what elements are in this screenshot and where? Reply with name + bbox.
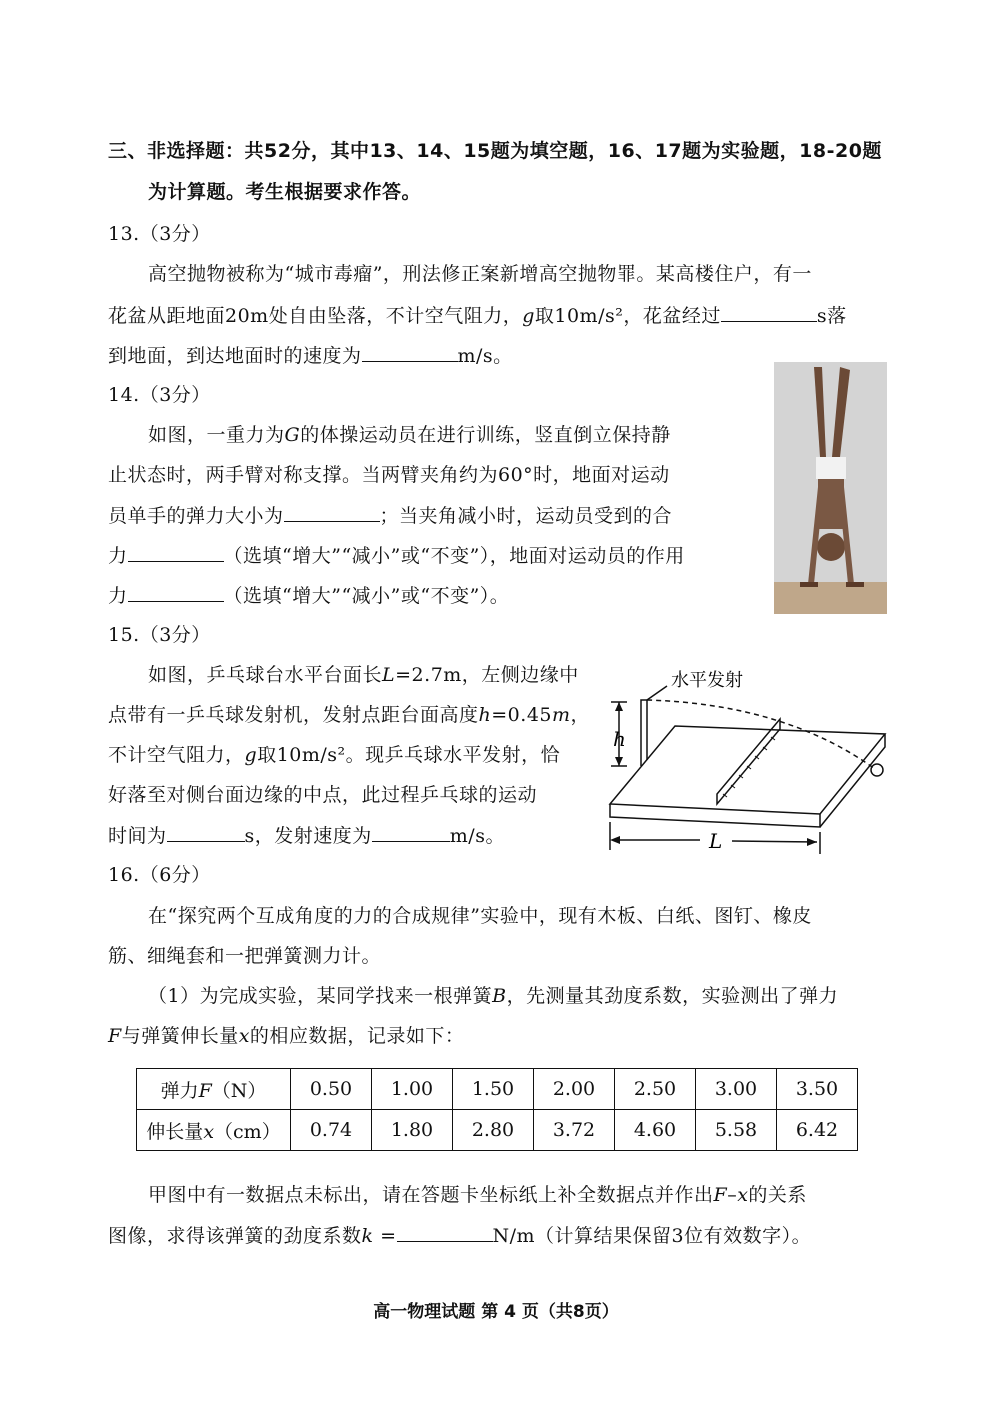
label-text: （cm）: [214, 1120, 281, 1143]
g-symbol: g: [244, 744, 258, 766]
q15-text: 取10m/s²。现乒乓球水平发射，恰: [257, 744, 561, 766]
q15-line1: [148, 663, 579, 687]
F-symbol: F: [108, 1025, 122, 1047]
table-cell: 1.80: [372, 1110, 453, 1151]
table-cell: 3.50: [777, 1069, 858, 1110]
label-text: 弹力: [160, 1079, 199, 1102]
q13-text: 取10m/s²，花盆经过: [534, 305, 721, 327]
answer-blank-speed[interactable]: [362, 343, 458, 362]
table-row-force: [137, 1069, 858, 1110]
q14-text: 如图，一重力为: [148, 424, 285, 446]
G-symbol: G: [284, 424, 301, 446]
q16-line1: 在“探究两个互成角度的力的合成规律”实验中，现有木板、白纸、图钉、橡皮: [148, 905, 812, 927]
table-cell: 1.50: [453, 1069, 534, 1110]
q15-header: 15.（3分）: [108, 624, 211, 646]
q16-text: 的相应数据，记录如下：: [249, 1025, 465, 1047]
answer-blank-ground-force[interactable]: [128, 583, 224, 602]
q15-text: 如图，乒乓球台水平台面长: [148, 664, 383, 686]
L-symbol: L: [382, 664, 396, 686]
h-symbol: h: [478, 704, 492, 726]
q14-text: （选填“增大”“减小”或“不变”）。: [223, 585, 510, 607]
q16-text: =: [373, 1225, 397, 1247]
answer-blank-flight-time[interactable]: [167, 823, 245, 842]
q16-line5: [148, 1183, 807, 1207]
answer-blank-net-force[interactable]: [128, 543, 224, 562]
table-cell: 2.50: [615, 1069, 696, 1110]
g-symbol: g: [522, 305, 535, 327]
q16-text: N/m（计算结果保留3位有效数字）。: [492, 1225, 812, 1247]
q13-line2: [108, 303, 847, 328]
row-label-force: [137, 1069, 291, 1110]
q14-line1: [148, 423, 671, 447]
answer-blank-launch-speed[interactable]: [372, 823, 450, 842]
row-label-extension: [137, 1110, 291, 1151]
table-cell: 3.72: [534, 1110, 615, 1151]
table-cell: 1.00: [372, 1069, 453, 1110]
q13-text: 花盆从距地面20m处自由坠落，不计空气阻力，: [108, 305, 523, 327]
x-symbol: x: [737, 1184, 749, 1206]
spring-data-table: [136, 1068, 858, 1151]
table-cell: 6.42: [777, 1110, 858, 1151]
q13-text: s落: [816, 305, 847, 327]
F-symbol: F: [713, 1184, 728, 1206]
q16-line2: 筋、细绳套和一把弹簧测力计。: [108, 945, 382, 967]
q13-text: m/s。: [457, 345, 513, 367]
x-symbol: x: [238, 1025, 250, 1047]
q16-line3: [148, 984, 838, 1008]
B-symbol: B: [492, 985, 507, 1007]
launch-label: 水平发射: [671, 670, 743, 691]
page-footer: 高一物理试题 第 4 页（共8页）: [373, 1302, 619, 1322]
q16-text: ，先测量其劲度系数，实验测出了弹力: [506, 985, 839, 1007]
q16-text: 图像，求得该弹簧的劲度系数: [108, 1225, 362, 1247]
label-text: （N）: [211, 1079, 267, 1102]
q13-line3: [108, 343, 513, 368]
q15-line2: [108, 703, 590, 727]
x-symbol: x: [203, 1120, 215, 1143]
L-dimension-label: L: [709, 829, 723, 853]
q14-text: （选填“增大”“减小”或“不变”），地面对运动员的作用: [223, 545, 685, 567]
answer-blank-spring-constant[interactable]: [397, 1223, 493, 1242]
q15-line5: [108, 823, 505, 848]
gymnast-figure: [774, 362, 887, 614]
q14-text: 员单手的弹力大小为: [108, 505, 284, 527]
q14-line4: [108, 543, 685, 568]
q14-text: 力: [108, 545, 128, 567]
q15-line3: [108, 743, 560, 767]
q16-text: 甲图中有一数据点未标出，请在答题卡坐标纸上补全数据点并作出: [148, 1184, 714, 1206]
answer-blank-time[interactable]: [721, 303, 817, 322]
q15-text: 不计空气阻力，: [108, 744, 245, 766]
table-cell: 2.80: [453, 1110, 534, 1151]
table-cell: 2.00: [534, 1069, 615, 1110]
section-heading-line1: 三、非选择题：共52分，其中13、14、15题为填空题，16、17题为实验题，18-20题: [108, 140, 882, 162]
q15-text: 点带有一乒乓球发射机，发射点距台面高度: [108, 704, 479, 726]
table-cell: 5.58: [696, 1110, 777, 1151]
q14-line3: [108, 503, 672, 528]
table-cell: 4.60: [615, 1110, 696, 1151]
h-dimension-label: h: [613, 727, 626, 751]
q16-text: –: [727, 1184, 738, 1206]
answer-blank-force[interactable]: [284, 503, 380, 522]
q14-line2: 止状态时，两手臂对称支撑。当两臂夹角约为60°时，地面对运动: [108, 464, 670, 486]
table-row-extension: [137, 1110, 858, 1151]
table-cell: 3.00: [696, 1069, 777, 1110]
q16-text: 与弹簧伸长量: [121, 1025, 239, 1047]
q16-line6: [108, 1223, 811, 1248]
q14-text: 的体操运动员在进行训练，竖直倒立保持静: [300, 424, 671, 446]
q14-text: 力: [108, 585, 128, 607]
q15-text: =0.45: [491, 704, 552, 726]
m-unit: m: [552, 704, 571, 726]
q16-line4: [108, 1024, 464, 1048]
q16-text: （1）为完成实验，某同学找来一根弹簧: [148, 985, 493, 1007]
F-symbol: F: [198, 1079, 212, 1102]
table-cell: 0.50: [291, 1069, 372, 1110]
q14-line5: [108, 583, 509, 608]
q15-text: 时间为: [108, 825, 167, 847]
q15-text: =2.7m，左侧边缘中: [395, 664, 579, 686]
q15-text: s，发射速度为: [244, 825, 372, 847]
ping-pong-table-diagram: [605, 664, 890, 856]
k-symbol: k: [361, 1225, 374, 1247]
table-cell: 0.74: [291, 1110, 372, 1151]
q16-header: 16.（6分）: [108, 864, 211, 886]
q13-line1: 高空抛物被称为“城市毒瘤”，刑法修正案新增高空抛物罪。某高楼住户，有一: [148, 263, 812, 285]
section-heading-line2: 为计算题。考生根据要求作答。: [148, 181, 422, 203]
label-text: 伸长量: [146, 1120, 204, 1143]
q14-text: ；当夹角减小时，运动员受到的合: [379, 505, 673, 527]
q13-header: 13.（3分）: [108, 223, 211, 245]
q14-header: 14.（3分）: [108, 384, 211, 406]
q15-text: m/s。: [449, 825, 505, 847]
q15-text: ，: [570, 704, 591, 726]
q16-text: 的关系: [748, 1184, 807, 1206]
gymnast-handstand-photo: [774, 362, 887, 614]
q15-line4: 好落至对侧台面边缘的中点，此过程乒乓球的运动: [108, 784, 538, 806]
q13-text: 到地面，到达地面时的速度为: [108, 345, 362, 367]
